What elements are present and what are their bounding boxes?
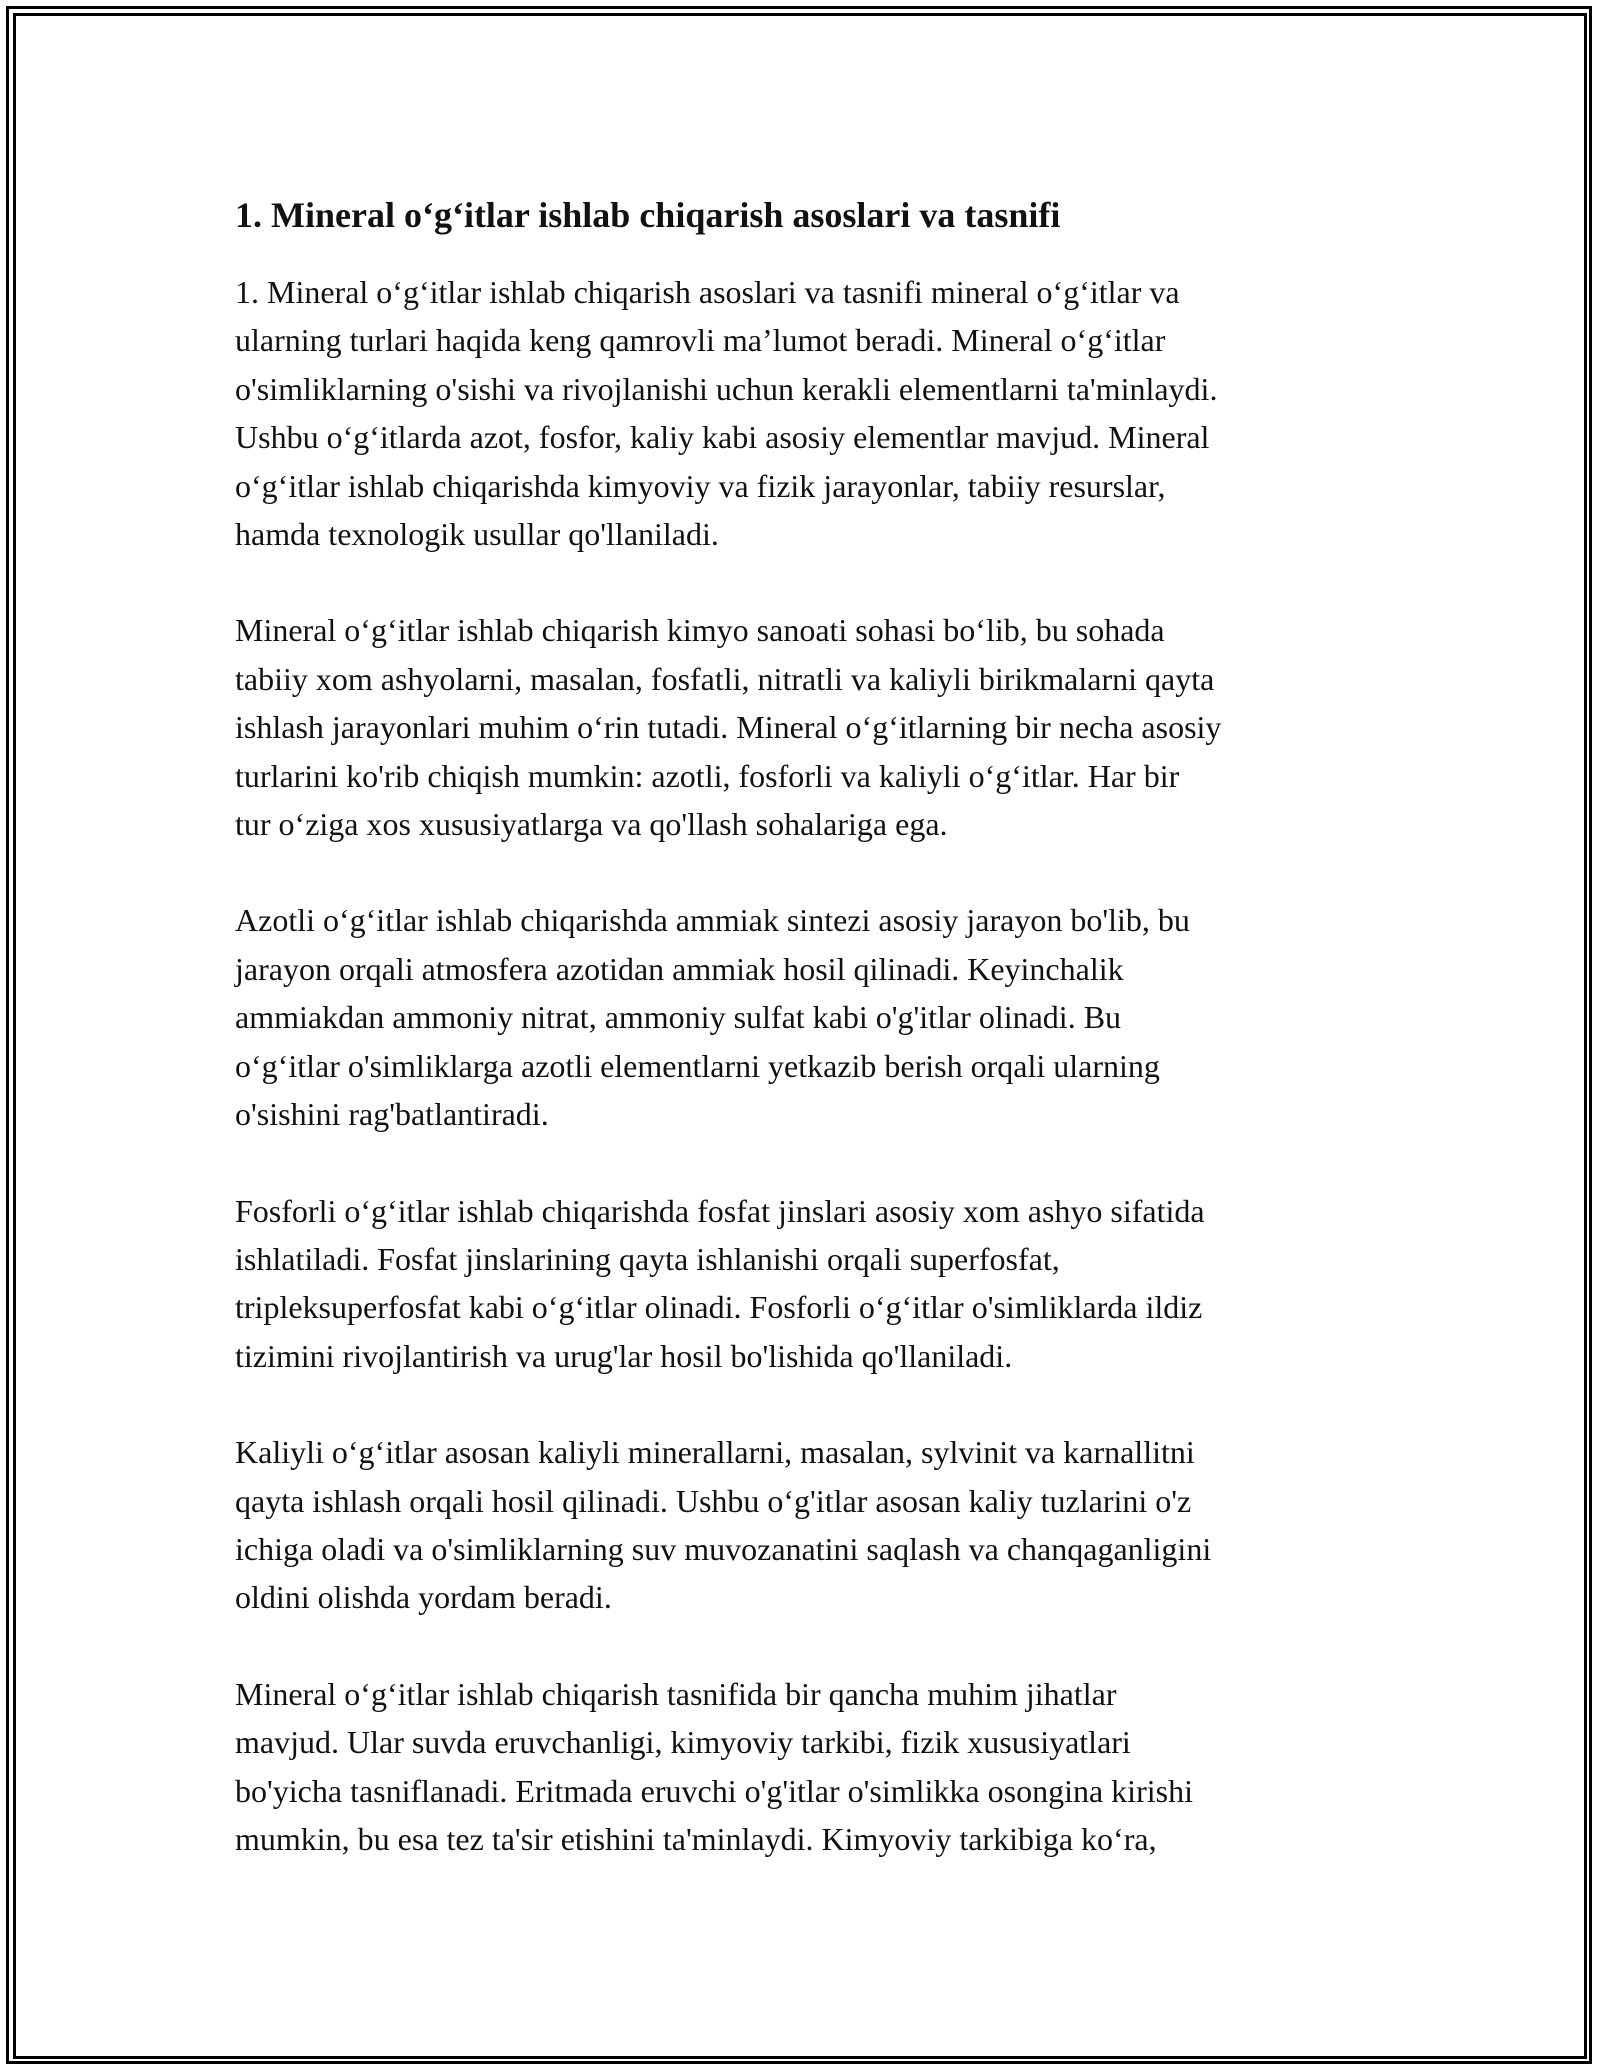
paragraph-line: oldini olishda yordam beradi.: [235, 1579, 612, 1616]
paragraph-line: tabiiy xom ashyolarni, masalan, fosfatli, nitratli va kaliyli birikmalarni qayta: [235, 660, 1215, 697]
paragraph-line: o'simliklarning o'sishi va rivojlanishi uchun kerakli elementlarni ta'minlaydi.: [235, 370, 1218, 407]
paragraph-line: Mineral o‘g‘itlar ishlab chiqarish tasnifida bir qancha muhim jihatlar: [235, 1675, 1117, 1712]
paragraph-line: Fosforli o‘g‘itlar ishlab chiqarishda fosfat jinslari asosiy xom ashyo sifatida: [235, 1192, 1205, 1229]
paragraph-line: qayta ishlash orqali hosil qilinadi. Ushbu o‘g'itlar asosan kaliy tuzlarini o'z: [235, 1482, 1192, 1519]
paragraph-line: Kaliyli o‘g‘itlar asosan kaliyli minerallarni, masalan, sylvinit va karnallitni: [235, 1434, 1195, 1471]
paragraph-3: [235, 896, 1375, 1138]
paragraph-line: ularning turlari haqida keng qamrovli ma’lumot beradi. Mineral o‘g‘itlar: [235, 322, 1166, 359]
paragraph-line: turlarini ko'rib chiqish mumkin: azotli, fosforli va kaliyli o‘g‘itlar. Har bir: [235, 757, 1180, 794]
paragraph-line: Azotli o‘g‘itlar ishlab chiqarishda ammiak sintezi asosiy jarayon bo'lib, bu: [235, 902, 1190, 939]
paragraph-line: tripleksuperfosfat kabi o‘g‘itlar olinadi. Fosforli o‘g‘itlar o'simliklarda ildiz: [235, 1289, 1203, 1326]
paragraph-line: ishlatiladi. Fosfat jinslarining qayta ishlanishi orqali superfosfat,: [235, 1240, 1060, 1277]
paragraph-5: [235, 1428, 1375, 1622]
paragraph-line: o'sishini rag'batlantiradi.: [235, 1096, 549, 1133]
paragraph-line: ichiga oladi va o'simliklarning suv muvozanatini saqlash va chanqaganligini: [235, 1530, 1212, 1567]
paragraph-line: tizimini rivojlantirish va urug'lar hosil bo'lishida qo'llaniladi.: [235, 1337, 1013, 1374]
paragraph-list: [235, 268, 1375, 1863]
paragraph-4: [235, 1187, 1375, 1381]
paragraph-6: [235, 1670, 1375, 1864]
paragraph-2: [235, 606, 1375, 848]
paragraph-1: [235, 268, 1375, 558]
paragraph-line: o‘g‘itlar o'simliklarga azotli elementlarni yetkazib berish orqali ularning: [235, 1047, 1160, 1084]
paragraph-line: tur o‘ziga xos xususiyatlarga va qo'llash sohalariga ega.: [235, 806, 948, 843]
paragraph-line: hamda texnologik usullar qo'llaniladi.: [235, 516, 719, 553]
paragraph-line: ishlash jarayonlari muhim o‘rin tutadi. Mineral o‘g‘itlarning bir necha asosiy: [235, 709, 1222, 746]
paragraph-line: ammiakdan ammoniy nitrat, ammoniy sulfat kabi o'g'itlar olinadi. Bu: [235, 999, 1122, 1036]
paragraph-line: bo'yicha tasniflanadi. Eritmada eruvchi o'g'itlar o'simlikka osongina kirishi: [235, 1772, 1193, 1809]
paragraph-line: o‘g‘itlar ishlab chiqarishda kimyoviy va fizik jarayonlar, tabiiy resurslar,: [235, 467, 1166, 504]
document-body: [235, 186, 1375, 1911]
section-heading: 1. Mineral o‘g‘itlar ishlab chiqarish asoslari va tasnifi: [235, 195, 1061, 235]
paragraph-line: Ushbu o‘g‘itlarda azot, fosfor, kaliy kabi asosiy elementlar mavjud. Mineral: [235, 419, 1210, 456]
paragraph-line: Mineral o‘g‘itlar ishlab chiqarish kimyo sanoati sohasi bo‘lib, bu sohada: [235, 612, 1165, 649]
paragraph-line: jarayon orqali atmosfera azotidan ammiak hosil qilinadi. Keyinchalik: [235, 950, 1124, 987]
paragraph-line: mavjud. Ular suvda eruvchanligi, kimyoviy tarkibi, fizik xususiyatlari: [235, 1724, 1131, 1761]
paragraph-line: 1. Mineral o‘g‘itlar ishlab chiqarish asoslari va tasnifi mineral o‘g‘itlar va: [235, 274, 1180, 310]
paragraph-line: mumkin, bu esa tez ta'sir etishini ta'minlaydi. Kimyoviy tarkibiga ko‘ra,: [235, 1820, 1157, 1857]
